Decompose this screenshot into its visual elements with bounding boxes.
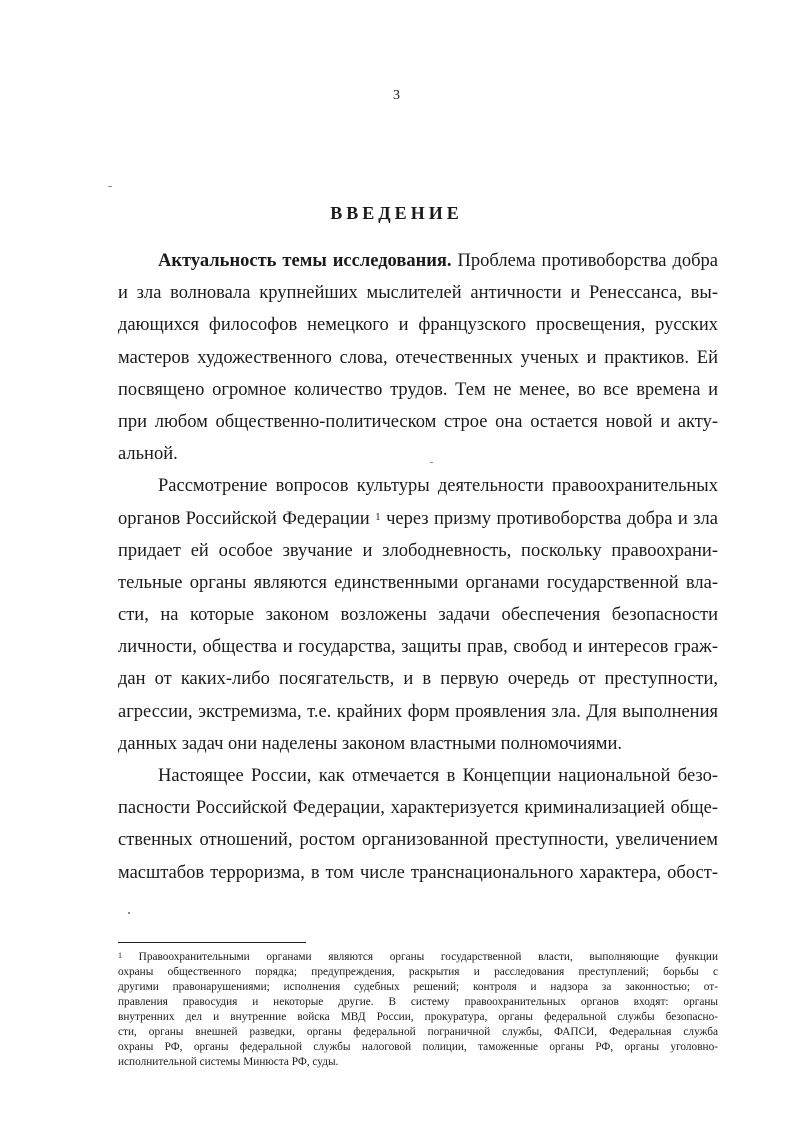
footnote-divider [118,942,306,943]
text-line: масштабов терроризма, в том числе транснационального характера, обост- [118,862,718,883]
footnote-line: сти, органы внешней разведки, органы федеральной пограничной службы, ФАПСИ, Федеральная служба [118,1026,718,1038]
text-line: личности, общества и государства, защиты прав, свобод и интересов граж- [118,637,718,658]
page-number: 3 [393,88,400,103]
footnote-line-content: Правоохранительными органами являются органы государственной власти, выполняющие функции [122,951,718,963]
scan-speck [128,912,130,914]
footnote-line: охраны РФ, органы федеральной службы налоговой полиции, таможенные органы РФ, органы уголовно- [118,1041,718,1053]
text-line: Настоящее России, как отмечается в Концепции национальной безо- [158,766,718,786]
footnote-line [118,950,718,965]
text-line: при любом общественно-политическом строе она остается новой и акту- [118,411,718,432]
text-line: и зла волновала крупнейших мыслителей античности и Ренессанса, вы- [118,283,718,304]
footnote-mark: 1 [118,951,122,960]
text-line: Рассмотрение вопросов культуры деятельности правоохранительных [158,476,718,497]
text-line: тельные органы являются единственными органами государственной вла- [118,572,718,593]
text-line: мастеров художественного слова, отечественных ученых и практиков. Ей [118,347,718,368]
paragraph-culture [118,470,718,760]
paragraph-lead: Актуальность темы исследования. [158,251,452,271]
body-text [118,245,718,889]
scan-speck [108,186,112,187]
text-line-content: через призму противоборства добра и зла [380,508,719,529]
paragraph-relevance [118,245,718,470]
footnote [118,950,718,1070]
footnote-reference[interactable]: 1 [375,510,381,523]
footnote-line: внутренних дел и внутренние войска МВД России, прокуратура, органы федеральной службы безопасно- [118,1011,718,1023]
text-line: ственных отношений, ростом организованной преступности, увеличением [118,830,718,851]
text-line: сти, на которые законом возложены задачи обеспечения безопасности [118,605,718,626]
text-line: дающихся философов немецкого и французского просвещения, русских [118,315,718,336]
section-title: ВВЕДЕНИЕ [330,203,463,223]
text-line-content: Проблема противоборства добра [451,251,718,271]
footnote-line: исполнительной системы Минюста РФ, суды. [118,1056,339,1068]
text-line: агрессии, экстремизма, т.е. крайних форм проявления зла. Для выполнения [118,701,718,722]
footnote-line: охраны общественного порядка; предупреждения, раскрытия и расследования преступлений; борьбы с [118,966,718,978]
text-line: посвящено огромное количество трудов. Тем не менее, во все времена и [118,379,718,400]
text-line: пасности Российской Федерации, характеризуется криминализацией обще- [118,798,718,819]
footnote-line: правления правосудия и некоторые другие. В систему правоохранительных органов входят: органы [118,996,718,1008]
paragraph-present-russia [118,760,718,889]
text-line-content: органов Российской Федерации [118,508,370,529]
text-line: дан от каких-либо посягательств, и в первую очередь от преступности, [118,669,718,690]
text-line: придает ей особое звучание и злободневность, поскольку правоохрани- [118,540,718,561]
scan-speck [430,462,433,463]
text-line [118,503,718,535]
text-line: данных задач они наделены законом властными полномочиями. [118,733,622,754]
text-line [118,245,718,277]
text-line: альной. [118,444,178,465]
footnote-line: другими правонарушениями; исполнения судебных решений; контроля и надзора за законностью; от- [118,981,718,993]
